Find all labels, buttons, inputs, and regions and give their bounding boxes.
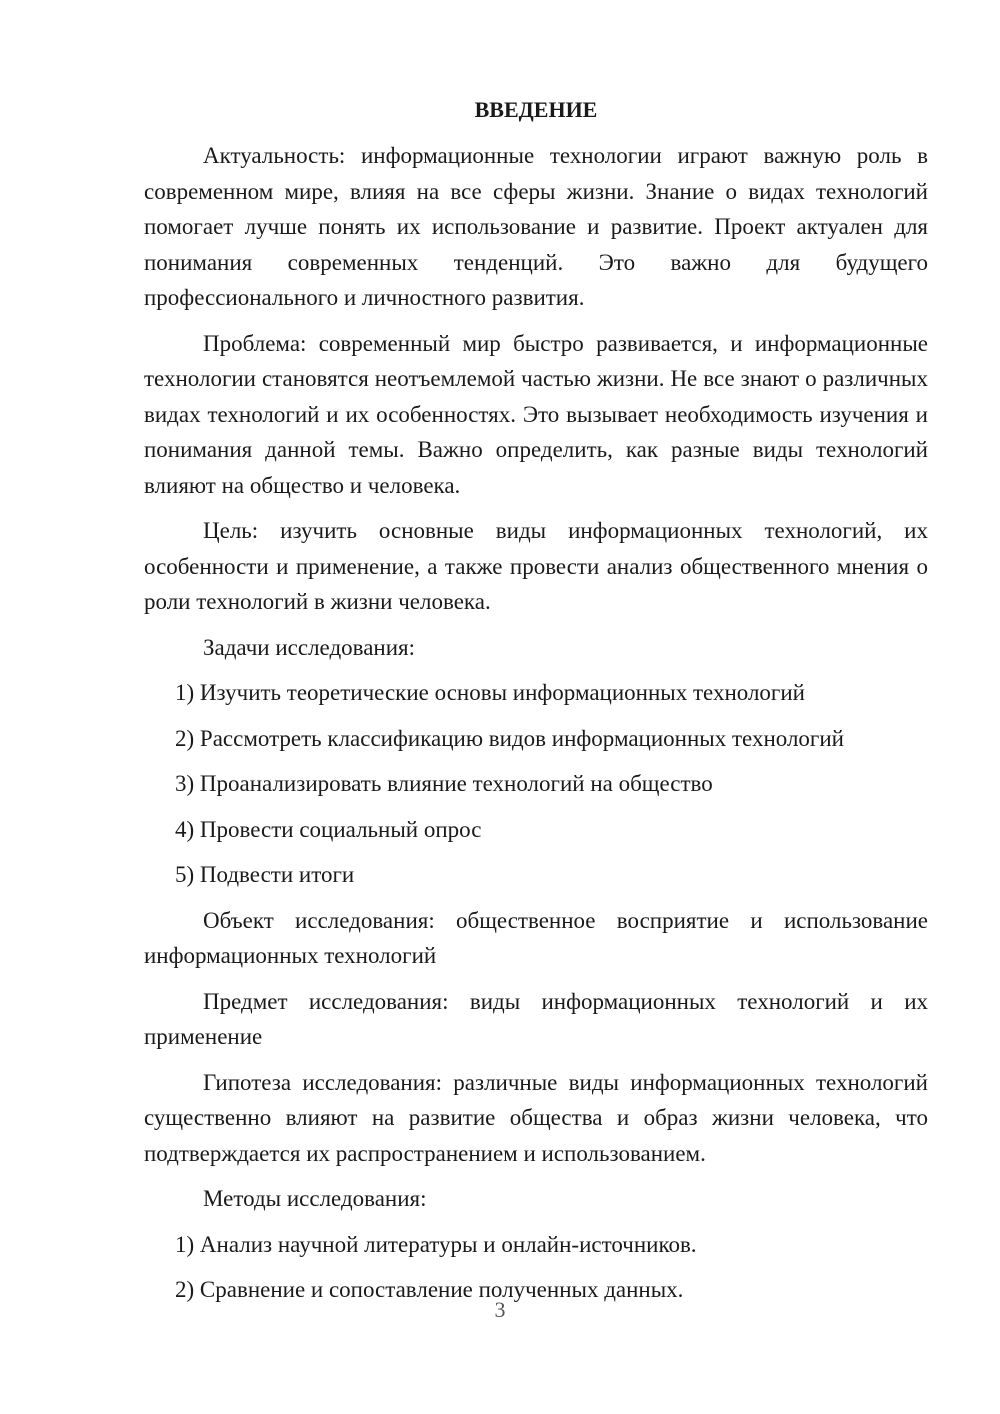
document-page [144, 94, 928, 1318]
section-title: ВВЕДЕНИЕ [474, 97, 598, 122]
relevance-paragraph: Актуальность: информационные технологии играют важную роль в современном мире, влияя на все сферы жизни. Знание о видах технологий помогает лучше понять их использование и развитие. Проект актуален для понимания современных тенденций. Это важно для будущего профессионального и личностного развития. [144, 143, 928, 310]
page-number: 3 [494, 1297, 506, 1322]
list-item: 3) Проанализировать влияние технологий на общество [175, 771, 713, 796]
methods-list [144, 1227, 928, 1308]
list-item: 4) Провести социальный опрос [175, 816, 482, 842]
list-item: 2) Сравнение и сопоставление полученных данных. [175, 1277, 684, 1302]
list-item: 2) Рассмотреть классификацию видов информационных технологий [175, 725, 844, 751]
problem-paragraph: Проблема: современный мир быстро развивается, и информационные технологии становятся неотъемлемой частью жизни. Не все знают о различных видах технологий и их особенностях. Это вызывает необходимость изучения и понимания данной темы. Важно определить, как разные виды технологий влияют на общество и человека. [144, 330, 928, 498]
tasks-list [144, 675, 928, 893]
subject-paragraph: Предмет исследования: виды информационных технологий и их применение [144, 988, 928, 1049]
tasks-heading: Задачи исследования: [203, 634, 416, 660]
object-paragraph: Объект исследования: общественное восприятие и использование информационных технологий [144, 907, 928, 968]
list-item: 1) Анализ научной литературы и онлайн-источников. [175, 1231, 697, 1257]
hypothesis-paragraph: Гипотеза исследования: различные виды информационных технологий существенно влияют на развитие общества и образ жизни человека, что подтверждается их распространением и использованием. [144, 1069, 928, 1166]
methods-heading: Методы исследования: [203, 1186, 427, 1211]
list-item: 1) Изучить теоретические основы информационных технологий [175, 680, 805, 705]
list-item: 5) Подвести итоги [175, 862, 355, 887]
goal-paragraph: Цель: изучить основные виды информационных технологий, их особенности и применение, а также провести анализ общественного мнения о роли технологий в жизни человека. [144, 518, 928, 614]
